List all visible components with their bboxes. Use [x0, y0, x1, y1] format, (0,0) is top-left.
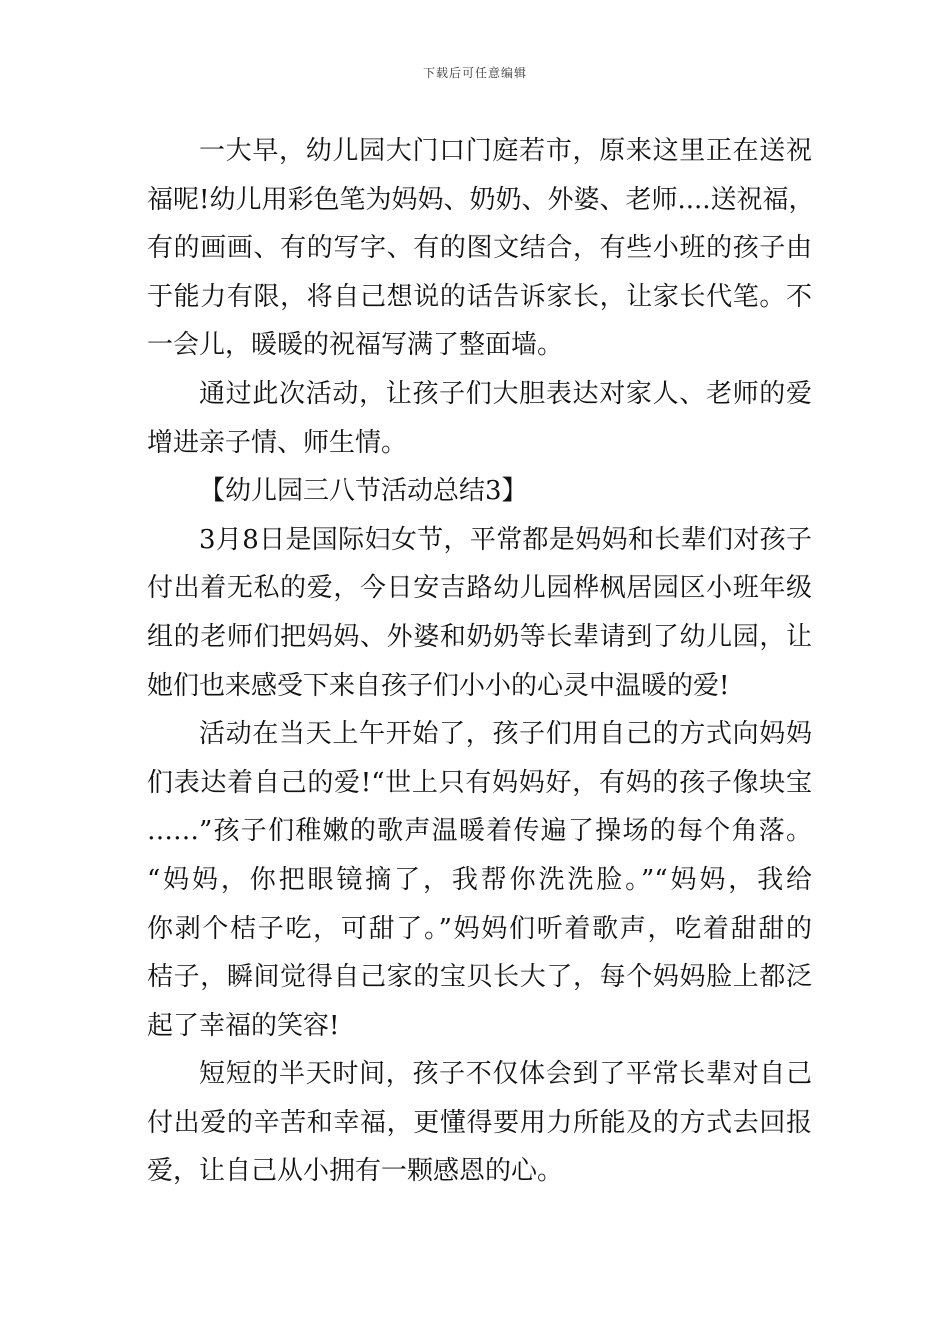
text-line: 一会儿，暖暖的祝福写满了整面墙。 [147, 330, 564, 361]
text-line: 通过此次活动，让孩子们大胆表达对家人、老师的爱 [199, 378, 812, 409]
paragraph [147, 370, 812, 467]
text-line: 爱，让自己从小拥有一颗感恩的心。 [147, 1156, 564, 1187]
text-line: 有的画画、有的写字、有的图文结合，有些小班的孩子由 [147, 233, 812, 264]
text-line: 福呢!幼儿用彩色笔为妈妈、奶奶、外婆、老师....送祝福， [147, 184, 815, 215]
text-line: 付出着无私的爱，今日安吉路幼儿园桦枫居园区小班年级 [147, 573, 812, 604]
text-line: 们表达着自己的爱!“世上只有妈妈好，有妈的孩子像块宝 [147, 767, 812, 798]
paragraph [147, 710, 812, 1050]
text-line: 于能力有限，将自己想说的话告诉家长，让家长代笔。不 [147, 281, 812, 312]
text-line: ……”孩子们稚嫩的歌声温暖着传遍了操场的每个角落。 [147, 816, 812, 847]
paragraph [147, 1050, 812, 1196]
text-line: 组的老师们把妈妈、外婆和奶奶等长辈请到了幼儿园，让 [147, 621, 812, 652]
document-body [147, 127, 815, 1196]
text-line: 桔子，瞬间觉得自己家的宝贝长大了，每个妈妈脸上都泛 [147, 962, 812, 993]
paragraph [147, 127, 815, 370]
text-line: 短短的半天时间，孩子不仅体会到了平常长辈对自己 [199, 1059, 812, 1090]
text-line: 增进亲子情、师生情。 [147, 427, 408, 458]
text-line: “妈妈，你把眼镜摘了，我帮你洗洗脸。”“妈妈，我给 [147, 864, 812, 895]
text-line: 活动在当天上午开始了，孩子们用自己的方式向妈妈 [199, 719, 812, 750]
paragraph [147, 516, 812, 710]
text-line: 付出爱的辛苦和幸福，更懂得要用力所能及的方式去回报 [147, 1107, 812, 1138]
text-line: 她们也来感受下来自孩子们小小的心灵中温暖的爱! [147, 670, 730, 701]
text-line: 3月8日是国际妇女节，平常都是妈妈和长辈们对孩子 [199, 524, 812, 555]
heading-line: 【幼儿园三八节活动总结3】 [199, 476, 528, 507]
header-note: 下载后可任意编辑 [422, 66, 527, 80]
text-line: 你剥个桔子吃，可甜了。”妈妈们听着歌声，吃着甜甜的 [147, 913, 812, 944]
section-heading [147, 467, 812, 516]
text-line: 一大早，幼儿园大门口门庭若市，原来这里正在送祝 [199, 136, 812, 166]
text-line: 起了幸福的笑容! [147, 1010, 340, 1041]
